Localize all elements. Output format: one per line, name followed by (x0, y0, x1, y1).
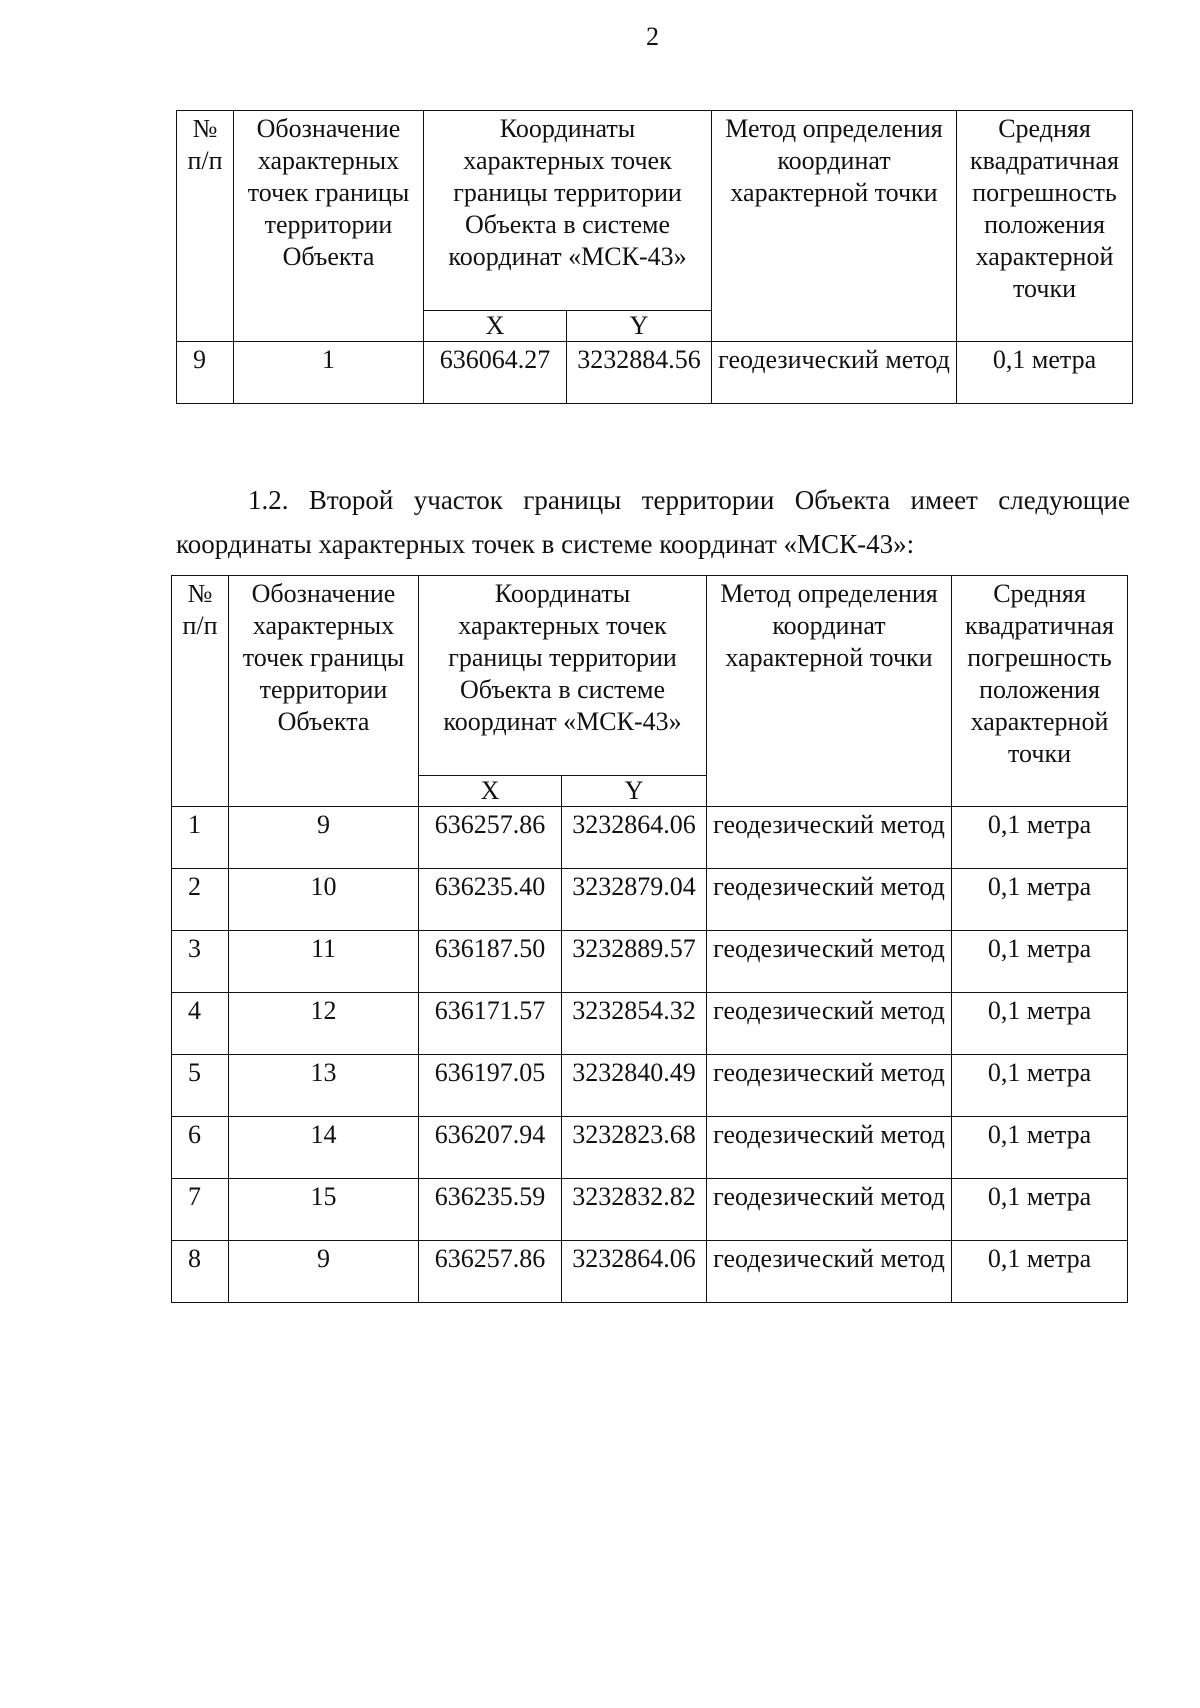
cell-method: геодезический метод (707, 1055, 952, 1117)
cell-method: геодезический метод (707, 1117, 952, 1179)
table-row (172, 931, 1128, 993)
paragraph-line-2: координаты характерных точек в системе координат «МСК-43»: (176, 529, 915, 559)
section-paragraph (176, 478, 1130, 566)
cell-accuracy: 0,1 метра (952, 1241, 1128, 1303)
cell-num: 7 (172, 1179, 229, 1241)
table-row (172, 807, 1128, 869)
cell-y: 3232889.57 (562, 931, 707, 993)
cell-accuracy: 0,1 метра (952, 1179, 1128, 1241)
cell-num: 1 (172, 807, 229, 869)
table-row (172, 869, 1128, 931)
cell-num: 5 (172, 1055, 229, 1117)
page-number: 2 (646, 22, 659, 51)
table-2-body (172, 807, 1128, 1303)
cell-num: 8 (172, 1241, 229, 1303)
cell-point: 13 (229, 1055, 419, 1117)
header-method: Метод определения координат характерной точки (707, 576, 952, 807)
coordinates-table-1 (176, 110, 1133, 404)
cell-y: 3232840.49 (562, 1055, 707, 1117)
table-1-body (177, 342, 1133, 404)
header-method: Метод определения координат характерной точки (712, 111, 957, 342)
cell-y: 3232879.04 (562, 869, 707, 931)
cell-x: 636235.40 (419, 869, 562, 931)
cell-num: 9 (177, 342, 234, 404)
cell-accuracy: 0,1 метра (952, 931, 1128, 993)
table-row (172, 1117, 1128, 1179)
header-num: № п/п (177, 111, 234, 342)
cell-x: 636197.05 (419, 1055, 562, 1117)
cell-y: 3232864.06 (562, 807, 707, 869)
cell-method: геодезический метод (712, 342, 957, 404)
cell-num: 2 (172, 869, 229, 931)
cell-x: 636257.86 (419, 807, 562, 869)
cell-point: 12 (229, 993, 419, 1055)
header-x: X (424, 311, 567, 342)
cell-accuracy: 0,1 метра (957, 342, 1133, 404)
cell-y: 3232854.32 (562, 993, 707, 1055)
header-designation: Обозначение характерных точек границы территории Объекта (234, 111, 424, 342)
cell-accuracy: 0,1 метра (952, 993, 1128, 1055)
cell-point: 15 (229, 1179, 419, 1241)
cell-point: 11 (229, 931, 419, 993)
cell-accuracy: 0,1 метра (952, 1055, 1128, 1117)
cell-method: геодезический метод (707, 993, 952, 1055)
cell-x: 636207.94 (419, 1117, 562, 1179)
cell-num: 3 (172, 931, 229, 993)
cell-method: геодезический метод (707, 1241, 952, 1303)
header-coordinates: Координаты характерных точек границы территории Объекта в системе координат «МСК-43» (424, 111, 712, 311)
cell-num: 4 (172, 993, 229, 1055)
paragraph-line-1: 1.2. Второй участок границы территории Объекта имеет следующие (248, 485, 1130, 515)
header-y: Y (567, 311, 712, 342)
table-row (172, 1055, 1128, 1117)
header-accuracy: Средняя квадратичная погрешность положения характерной точки (952, 576, 1128, 807)
cell-method: геодезический метод (707, 869, 952, 931)
cell-y: 3232823.68 (562, 1117, 707, 1179)
table-row (172, 1241, 1128, 1303)
header-accuracy: Средняя квадратичная погрешность положения характерной точки (957, 111, 1133, 342)
cell-point: 14 (229, 1117, 419, 1179)
table-row (172, 993, 1128, 1055)
cell-y: 3232832.82 (562, 1179, 707, 1241)
header-coordinates: Координаты характерных точек границы территории Объекта в системе координат «МСК-43» (419, 576, 707, 776)
cell-x: 636257.86 (419, 1241, 562, 1303)
cell-point: 1 (234, 342, 424, 404)
header-x: X (419, 776, 562, 807)
header-designation: Обозначение характерных точек границы территории Объекта (229, 576, 419, 807)
cell-point: 9 (229, 807, 419, 869)
cell-y: 3232884.56 (567, 342, 712, 404)
cell-accuracy: 0,1 метра (952, 1117, 1128, 1179)
table-row (172, 1179, 1128, 1241)
cell-x: 636064.27 (424, 342, 567, 404)
cell-accuracy: 0,1 метра (952, 807, 1128, 869)
coordinates-table-2 (171, 575, 1128, 1303)
cell-method: геодезический метод (707, 931, 952, 993)
cell-method: геодезический метод (707, 807, 952, 869)
header-num: № п/п (172, 576, 229, 807)
cell-num: 6 (172, 1117, 229, 1179)
cell-point: 10 (229, 869, 419, 931)
cell-method: геодезический метод (707, 1179, 952, 1241)
cell-x: 636187.50 (419, 931, 562, 993)
header-y: Y (562, 776, 707, 807)
cell-accuracy: 0,1 метра (952, 869, 1128, 931)
table-row (177, 342, 1133, 404)
cell-point: 9 (229, 1241, 419, 1303)
cell-x: 636235.59 (419, 1179, 562, 1241)
cell-y: 3232864.06 (562, 1241, 707, 1303)
cell-x: 636171.57 (419, 993, 562, 1055)
